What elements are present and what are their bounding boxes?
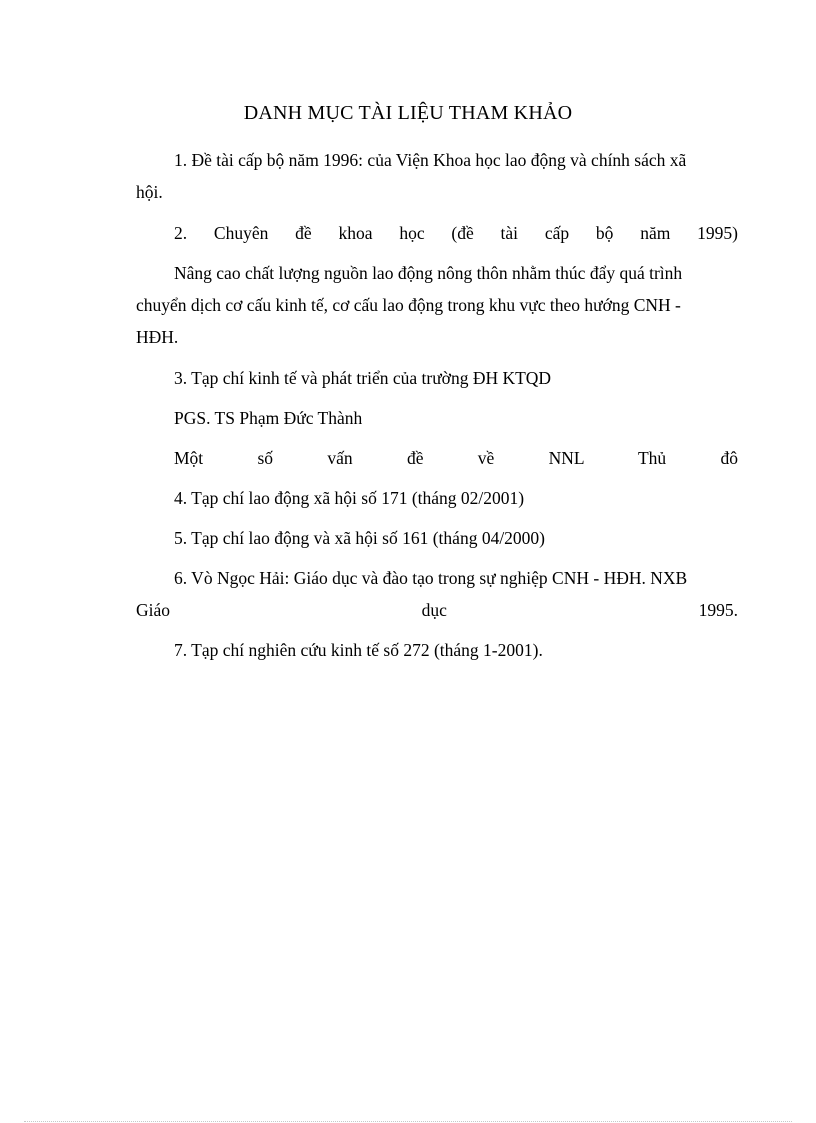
- reference-6-line-1: 6. Vò Ngọc Hải: Giáo dục và đào tạo trong sự nghiệp CNH - HĐH. NXB: [174, 568, 688, 588]
- reference-1-line-2: hội.: [136, 182, 163, 202]
- reference-2-line-2: Nâng cao chất lượng nguồn lao động nông thôn nhằm thúc đẩy quá trình: [174, 263, 683, 283]
- reference-3-line-3: Một số vấn đề về NNL Thủ đô: [174, 448, 738, 468]
- reference-4: 4. Tạp chí lao động xã hội số 171 (tháng 02/2001): [174, 488, 525, 508]
- reference-2-line-1: 2. Chuyên đề khoa học (đề tài cấp bộ năm 1995): [174, 223, 738, 243]
- reference-2-line-3: chuyển dịch cơ cấu kinh tế, cơ cấu lao động trong khu vực theo hướng CNH -: [136, 295, 681, 315]
- reference-6-line-2: Giáo dục 1995.: [136, 600, 738, 620]
- reference-5: 5. Tạp chí lao động và xã hội số 161 (tháng 04/2000): [174, 528, 546, 548]
- reference-2-line-4: HĐH.: [136, 327, 179, 347]
- reference-3-line-1: 3. Tạp chí kinh tế và phát triển của trường ĐH KTQD: [174, 368, 552, 388]
- reference-7: 7. Tạp chí nghiên cứu kinh tế số 272 (tháng 1-2001).: [174, 640, 543, 660]
- reference-3-line-2: PGS. TS Phạm Đức Thành: [174, 408, 363, 428]
- page-title: DANH MỤC TÀI LIỆU THAM KHẢO: [243, 102, 573, 124]
- page-bottom-rule: [24, 1121, 792, 1122]
- reference-1-line-1: 1. Đề tài cấp bộ năm 1996: của Viện Khoa học lao động và chính sách xã: [174, 150, 687, 170]
